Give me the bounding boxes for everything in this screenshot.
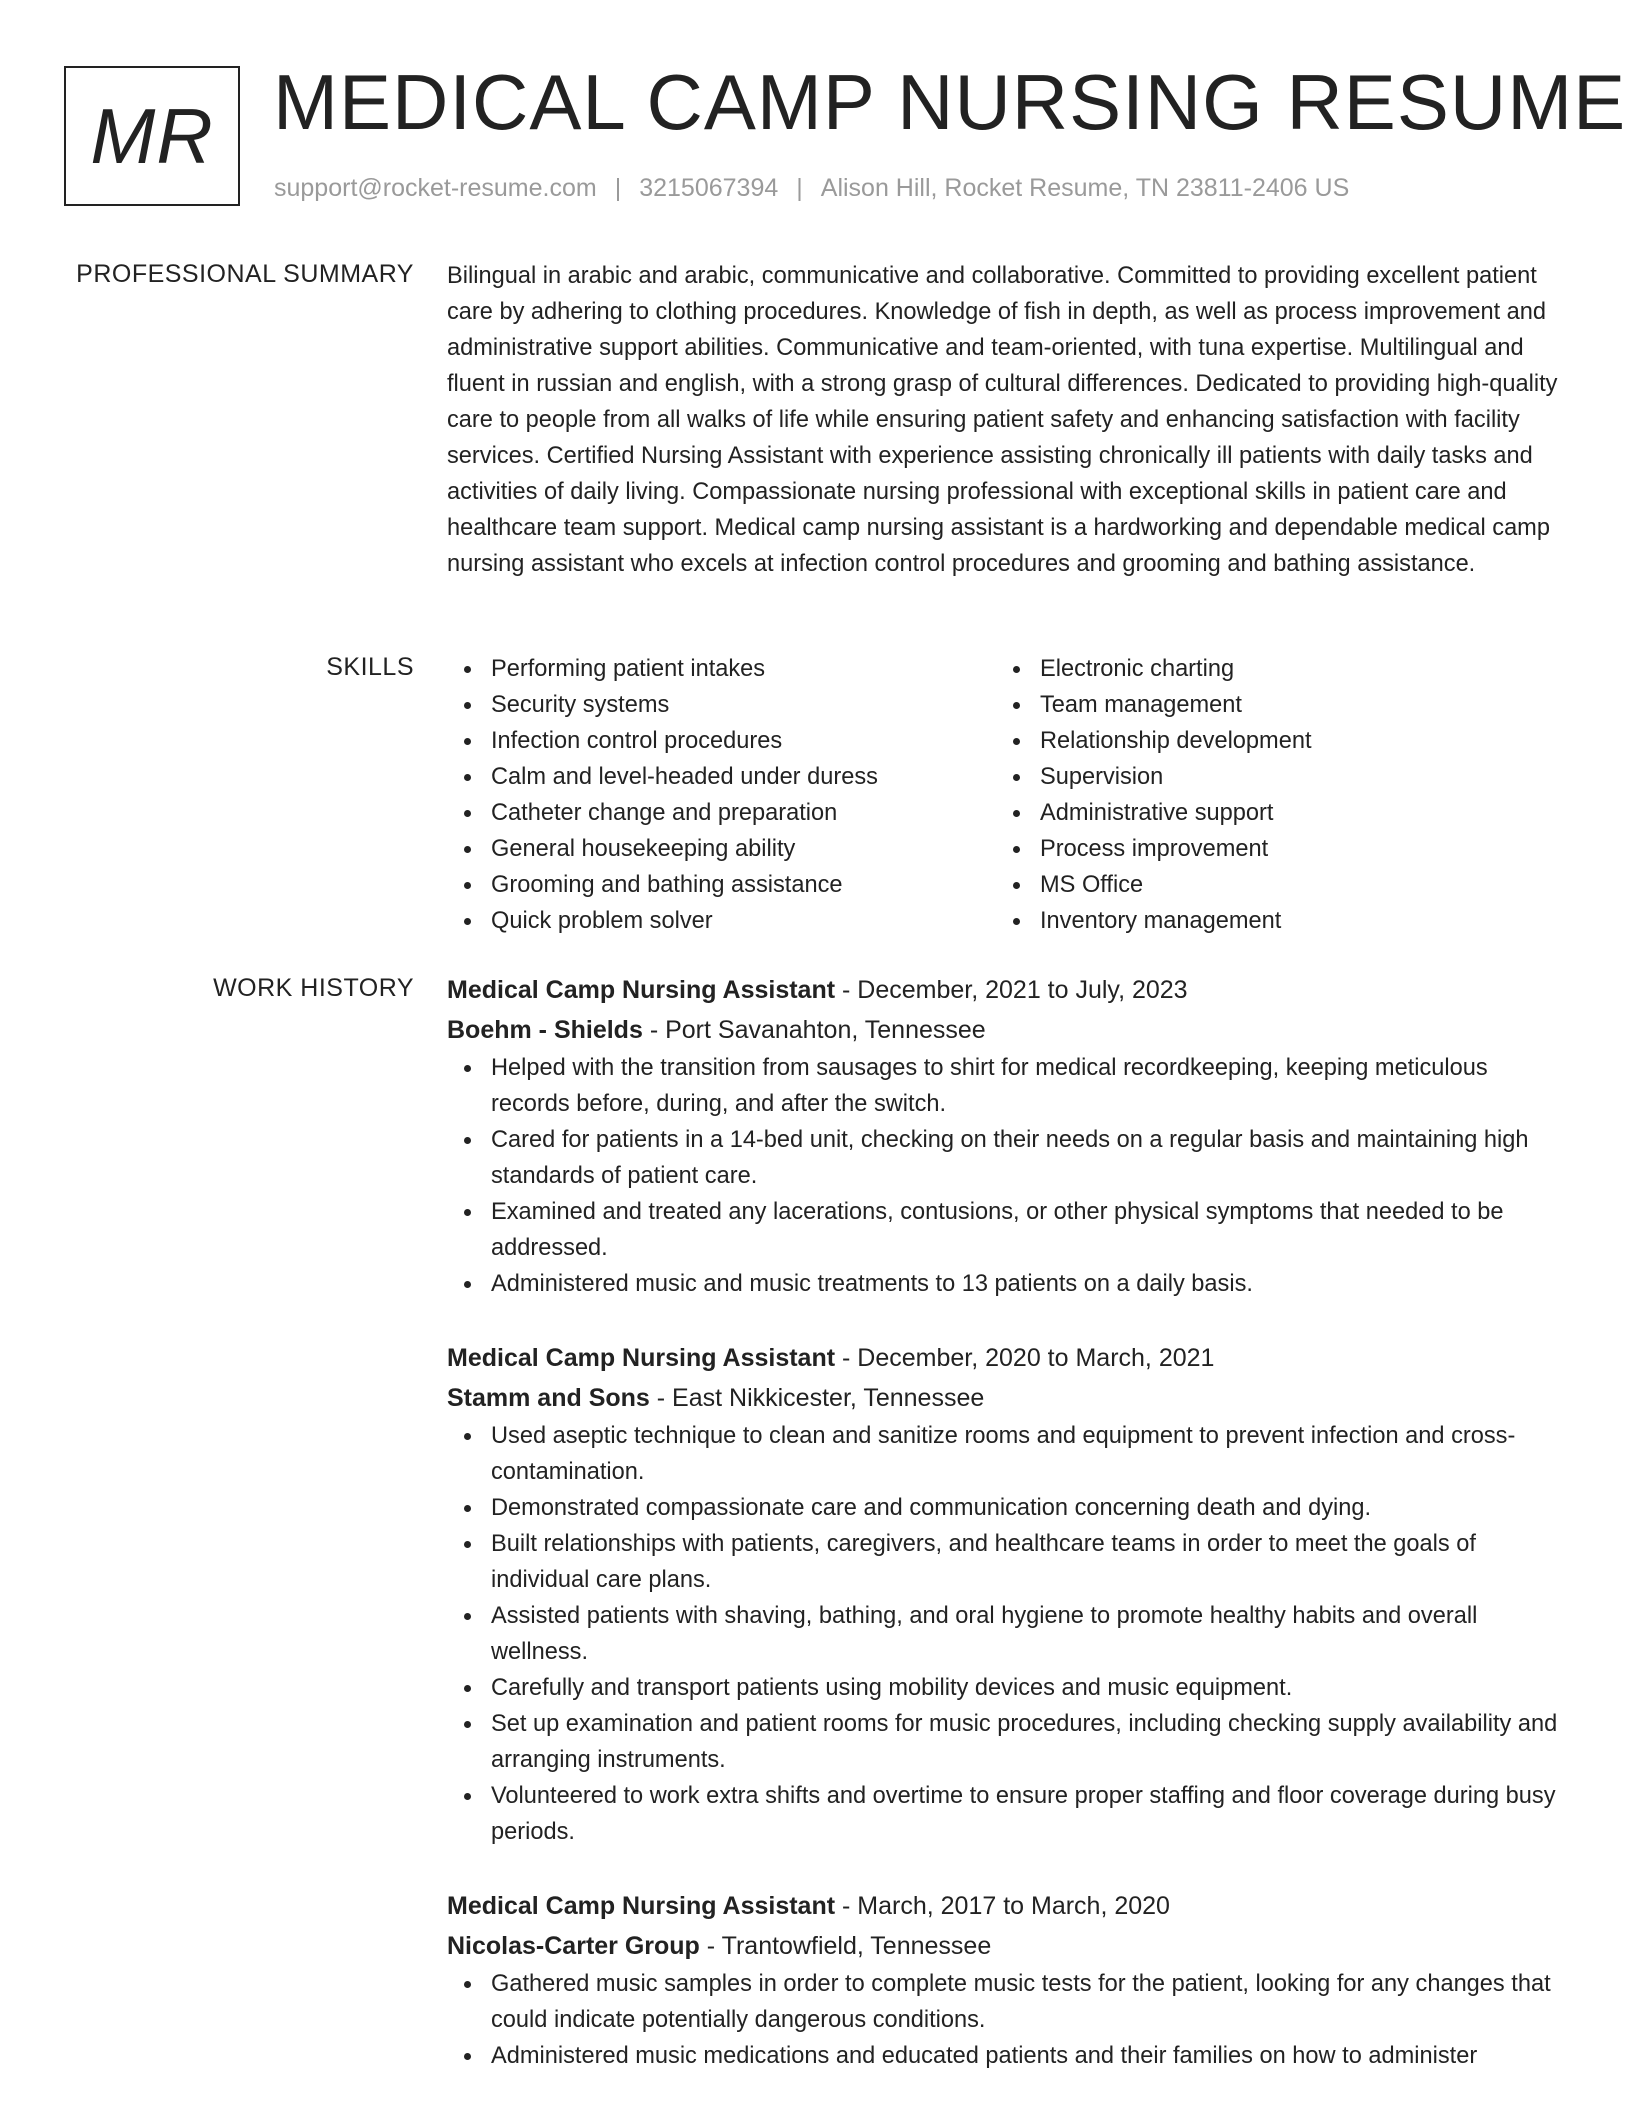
skill-item: Administrative support (996, 795, 1545, 831)
skills-body (447, 651, 1567, 939)
skill-item: Team management (996, 687, 1545, 723)
skill-item: Security systems (447, 687, 996, 723)
job-role: Medical Camp Nursing Assistant (447, 1344, 836, 1372)
job-company-line (447, 1010, 1567, 1050)
job-dates: - December, 2021 to July, 2023 (842, 976, 1188, 1004)
contact-separator: | (614, 174, 622, 202)
job-role: Medical Camp Nursing Assistant (447, 976, 836, 1004)
skill-item: Inventory management (996, 903, 1545, 939)
job-bullet: Examined and treated any lacerations, contusions, or other physical symptoms that needed to be addressed. (447, 1194, 1567, 1266)
summary-body (447, 258, 1567, 582)
skill-item: Supervision (996, 759, 1545, 795)
skill-item: Electronic charting (996, 651, 1545, 687)
job-bullet: Built relationships with patients, caregivers, and healthcare teams in order to meet the goals of individual care plans. (447, 1526, 1567, 1598)
job-bullet: Volunteered to work extra shifts and overtime to ensure proper staffing and floor coverage during busy periods. (447, 1778, 1567, 1850)
job-location: - Port Savanahton, Tennessee (649, 1016, 986, 1044)
monogram-logo: MR (64, 66, 240, 206)
skill-item: Calm and level-headed under duress (447, 759, 996, 795)
job-bullet: Carefully and transport patients using mobility devices and music equipment. (447, 1670, 1567, 1706)
skill-item: Relationship development (996, 723, 1545, 759)
job-company: Stamm and Sons (447, 1384, 650, 1412)
job-role: Medical Camp Nursing Assistant (447, 1892, 836, 1920)
job-entry (447, 1886, 1567, 2074)
skill-item: Grooming and bathing assistance (447, 867, 996, 903)
job-bullet-list (447, 1418, 1567, 1850)
job-role-line (447, 1886, 1567, 1926)
job-location: - Trantowfield, Tennessee (706, 1932, 992, 1960)
job-company: Nicolas-Carter Group (447, 1932, 700, 1960)
skill-item: Infection control procedures (447, 723, 996, 759)
job-bullet: Used aseptic technique to clean and sanitize rooms and equipment to prevent infection and cross-contamination. (447, 1418, 1567, 1490)
job-company-line (447, 1378, 1567, 1418)
job-bullet: Demonstrated compassionate care and communication concerning death and dying. (447, 1490, 1567, 1526)
job-dates: - December, 2020 to March, 2021 (842, 1344, 1215, 1372)
skill-item: General housekeeping ability (447, 831, 996, 867)
contact-separator: | (796, 174, 803, 202)
job-bullet-list (447, 1050, 1567, 1302)
job-bullet: Set up examination and patient rooms for music procedures, including checking supply availability and arranging instruments. (447, 1706, 1567, 1778)
resume-title: MEDICAL CAMP NURSING RESUME (273, 58, 1627, 146)
work-history-body (447, 970, 1567, 2110)
skills-list-right (996, 651, 1545, 939)
skill-item: MS Office (996, 867, 1545, 903)
job-bullet: Assisted patients with shaving, bathing, and oral hygiene to promote healthy habits and overall wellness. (447, 1598, 1567, 1670)
job-dates: - March, 2017 to March, 2020 (842, 1892, 1170, 1920)
job-company: Boehm - Shields (447, 1016, 643, 1044)
section-title-skills: SKILLS (326, 653, 414, 681)
job-bullet: Administered music medications and educated patients and their families on how to administer (447, 2038, 1567, 2074)
job-bullet: Helped with the transition from sausages to shirt for medical recordkeeping, keeping meticulous records before, during, and after the switch. (447, 1050, 1567, 1122)
contact-line (274, 174, 1349, 203)
contact-email: support@rocket-resume.com (274, 174, 597, 202)
job-entry (447, 970, 1567, 1302)
job-bullet: Gathered music samples in order to complete music tests for the patient, looking for any changes that could indicate potentially dangerous conditions. (447, 1966, 1567, 2038)
contact-phone: 3215067394 (639, 174, 779, 202)
job-entry (447, 1338, 1567, 1850)
job-bullet: Cared for patients in a 14-bed unit, checking on their needs on a regular basis and maintaining high standards of patient care. (447, 1122, 1567, 1194)
section-title-summary: PROFESSIONAL SUMMARY (76, 260, 414, 288)
skill-item: Performing patient intakes (447, 651, 996, 687)
skill-item: Catheter change and preparation (447, 795, 996, 831)
skill-item: Quick problem solver (447, 903, 996, 939)
job-location: - East Nikkicester, Tennessee (656, 1384, 985, 1412)
contact-address: Alison Hill, Rocket Resume, TN 23811-2406 US (820, 174, 1350, 202)
skill-item: Process improvement (996, 831, 1545, 867)
job-bullet-list (447, 1966, 1567, 2074)
section-title-work-history: WORK HISTORY (213, 974, 414, 1002)
skills-list-left (447, 651, 996, 939)
summary-text: Bilingual in arabic and arabic, communicative and collaborative. Committed to providing excellent patient care by adhering to clothing procedures. Knowledge of fish in depth, as well as process improvement and administrative support abilities. Communicative and team-oriented, with tuna expertise. Multilingual and fluent in russian and english, with a strong grasp of cultural differences. Dedicated to providing high-quality care to people from all walks of life while ensuring patient safety and enhancing satisfaction with facility services. Certified Nursing Assistant with experience assisting chronically ill patients with daily tasks and activities of daily living. Compassionate nursing professional with exceptional skills in patient care and healthcare team support. Medical camp nursing assistant is a hardworking and dependable medical camp nursing assistant who excels at infection control procedures and grooming and bathing assistance. (447, 263, 1558, 577)
job-company-line (447, 1926, 1567, 1966)
skills-grid (447, 651, 1567, 939)
job-role-line (447, 1338, 1567, 1378)
job-role-line (447, 970, 1567, 1010)
job-bullet: Administered music and music treatments to 13 patients on a daily basis. (447, 1266, 1567, 1302)
